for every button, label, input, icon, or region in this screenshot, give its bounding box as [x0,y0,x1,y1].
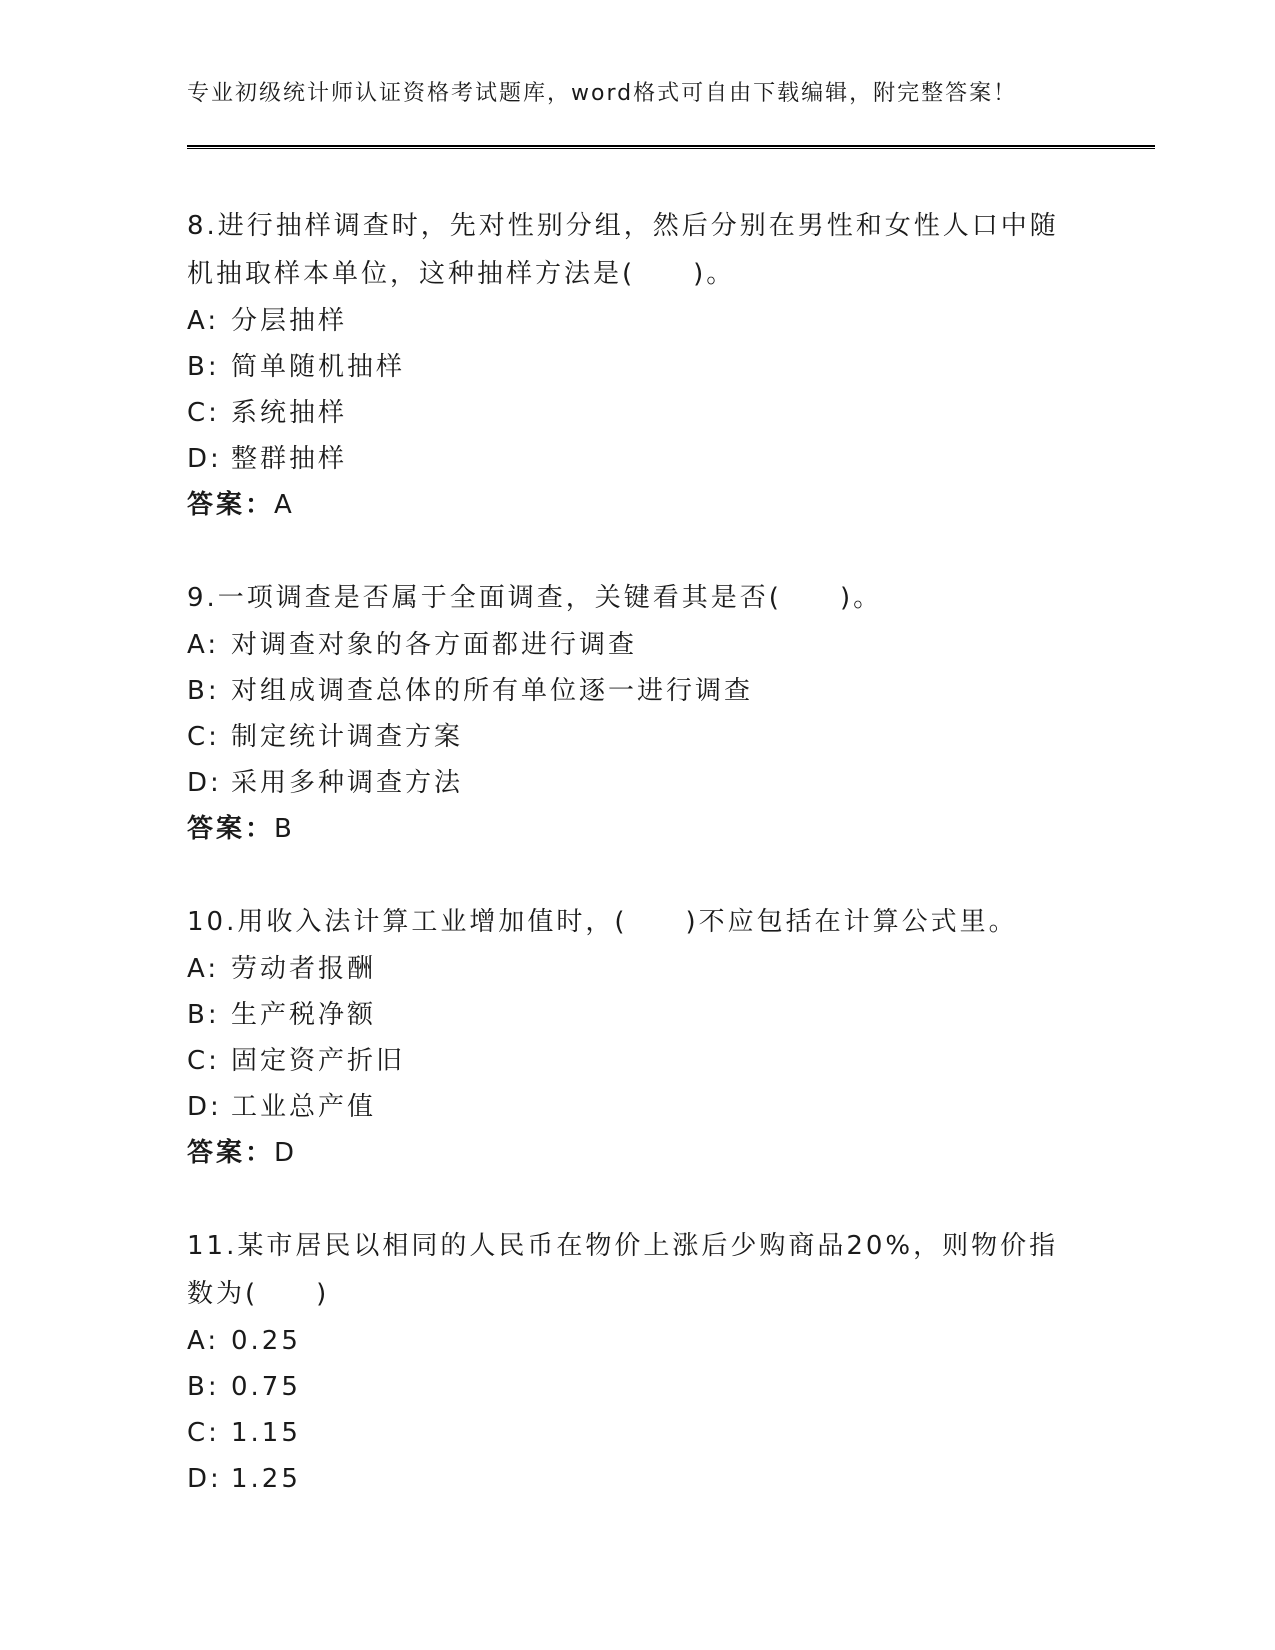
option-text: 制定统计调查方案 [231,722,464,752]
option-key: D: [187,444,222,474]
option-a [187,946,1087,992]
option-b [187,668,1087,714]
option-c [187,1410,1087,1456]
option-b [187,992,1087,1038]
option-text: 整群抽样 [231,444,348,474]
option-c [187,390,1087,436]
option-text: 分层抽样 [231,306,348,336]
option-d [187,436,1087,482]
option-key: B: [187,1372,220,1402]
answer-value: B [274,814,295,844]
option-text: 系统抽样 [231,398,348,428]
option-a [187,1318,1087,1364]
answer [187,1130,1087,1176]
option-d [187,760,1087,806]
option-b [187,1364,1087,1410]
answer-label: 答案： [187,490,275,520]
option-key: C: [187,1046,220,1076]
answer-value: D [274,1138,298,1168]
question-9 [187,574,1087,852]
question-stem: 8.进行抽样调查时，先对性别分组，然后分别在男性和女性人口中随机抽取样本单位，这种抽样方法是( )。 [187,211,1059,289]
header-divider [187,145,1155,149]
answer [187,482,1087,528]
option-a [187,622,1087,668]
option-key: D: [187,768,222,798]
option-key: A: [187,954,220,984]
option-text: 工业总产值 [231,1092,377,1122]
option-key: A: [187,1326,220,1356]
question-8 [187,202,1087,528]
option-key: C: [187,722,220,752]
answer-label: 答案： [187,814,275,844]
option-key: A: [187,630,220,660]
option-key: D: [187,1092,222,1122]
page-header: 专业初级统计师认证资格考试题库，word格式可自由下载编辑，附完整答案！ [187,81,1018,106]
option-text: 劳动者报酬 [231,954,377,984]
option-key: B: [187,676,220,706]
option-text: 1.25 [231,1464,301,1494]
option-key: B: [187,352,220,382]
option-text: 生产税净额 [231,1000,377,1030]
option-text: 简单随机抽样 [231,352,406,382]
question-11 [187,1222,1087,1502]
question-10 [187,898,1087,1176]
option-b [187,344,1087,390]
option-text: 对调查对象的各方面都进行调查 [231,630,638,660]
answer [187,806,1087,852]
question-stem: 9.一项调查是否属于全面调查，关键看其是否( )。 [187,583,883,613]
option-key: D: [187,1464,222,1494]
option-key: C: [187,398,220,428]
question-list [187,202,1087,1548]
option-text: 1.15 [231,1418,301,1448]
option-text: 固定资产折旧 [231,1046,406,1076]
question-stem: 10.用收入法计算工业增加值时，( )不应包括在计算公式里。 [187,907,1018,937]
option-c [187,714,1087,760]
option-d [187,1084,1087,1130]
option-text: 0.75 [231,1372,301,1402]
answer-label: 答案： [187,1138,275,1168]
option-d [187,1456,1087,1502]
option-text: 采用多种调查方法 [231,768,464,798]
option-key: A: [187,306,220,336]
option-key: C: [187,1418,220,1448]
option-key: B: [187,1000,220,1030]
option-a [187,298,1087,344]
option-c [187,1038,1087,1084]
option-text: 对组成调查总体的所有单位逐一进行调查 [231,676,754,706]
answer-value: A [274,490,295,520]
option-text: 0.25 [231,1326,301,1356]
question-stem: 11.某市居民以相同的人民币在物价上涨后少购商品20%，则物价指数为( ) [187,1231,1059,1309]
